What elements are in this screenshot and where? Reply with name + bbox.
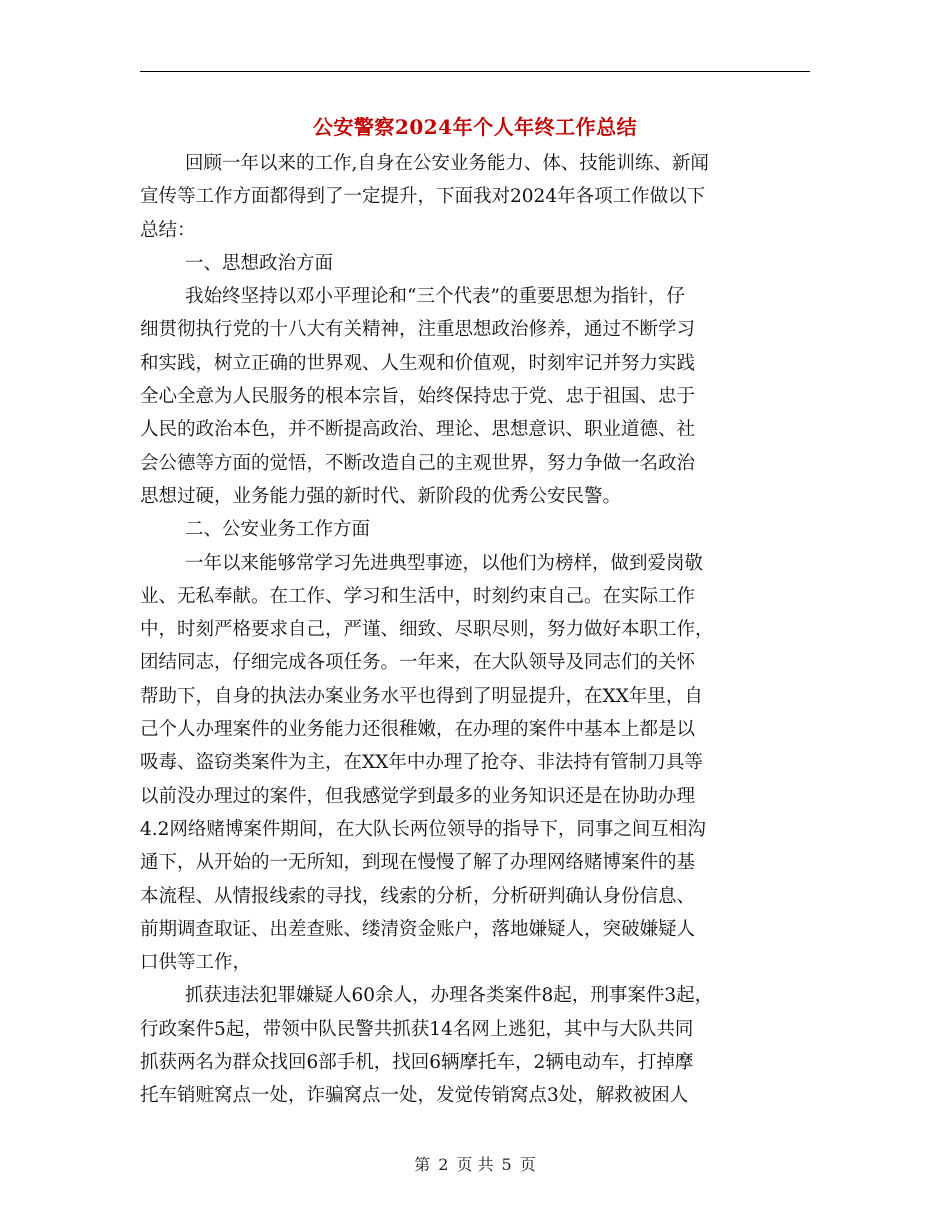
footer-suffix: 页 bbox=[519, 1155, 536, 1174]
text-line: 回顾一年以来的工作,自身在公安业务能力、体、技能训练、新闻 bbox=[185, 153, 709, 174]
text-line: 本流程、从情报线索的寻找，线索的分析，分析研判确认身份信息、 bbox=[140, 885, 696, 907]
text-line: 会公德等方面的觉悟，不断改造自己的主观世界，努力争做一名政治 bbox=[140, 452, 696, 474]
text-line: 抓获两名为群众找回6部手机，找回6辆摩托车，2辆电动车，打掉摩 bbox=[140, 1052, 694, 1074]
text-line: 4.2网络赌博案件期间，在大队长两位领导的指导下，同事之间互相沟 bbox=[140, 818, 706, 840]
document-body bbox=[140, 147, 810, 1113]
text-line: 和实践，树立正确的世界观、人生观和价值观，时刻牢记并努力实践 bbox=[140, 352, 696, 374]
text-line: 全心全意为人民服务的根本宗旨，始终保持忠于党、忠于祖国、忠于 bbox=[140, 386, 696, 408]
text-line: 己个人办理案件的业务能力还很稚嫩，在办理的案件中基本上都是以 bbox=[140, 719, 696, 741]
text-line: 一年以来能够常学习先进典型事迹，以他们为榜样，做到爱岗敬 bbox=[185, 552, 704, 574]
header-rule bbox=[140, 71, 810, 72]
text-line: 总结： bbox=[140, 219, 196, 241]
text-line: 业、无私奉献。在工作、学习和生活中，时刻约束自己。在实际工作 bbox=[140, 585, 696, 607]
text-line: 宣传等工作方面都得到了一定提升，下面我对2024年各项工作做以下 bbox=[140, 186, 706, 208]
text-line: 中，时刻严格要求自己，严谨、细致、尽职尽则，努力做好本职工作， bbox=[140, 619, 714, 641]
text-line: 抓获违法犯罪嫌疑人60余人，办理各类案件8起，刑事案件3起， bbox=[185, 985, 714, 1007]
text-line: 以前没办理过的案件，但我感觉学到最多的业务知识还是在协助办理 bbox=[140, 785, 696, 807]
document-title: 公安警察2024年个人年终工作总结 bbox=[312, 115, 638, 139]
text-line: 托车销赃窝点一处，诈骗窝点一处，发觉传销窝点3处，解救被困人 bbox=[140, 1085, 689, 1107]
footer-page-number: 2 bbox=[438, 1155, 449, 1174]
text-line: 人民的政治本色，并不断提高政治、理论、思想意识、职业道德、社 bbox=[140, 419, 696, 441]
text-line: 我始终坚持以邓小平理论和“三个代表”的重要思想为指针，仔 bbox=[185, 286, 685, 308]
text-line: 思想过硬，业务能力强的新时代、新阶段的优秀公安民警。 bbox=[140, 485, 622, 507]
footer-total-pages: 5 bbox=[501, 1155, 512, 1174]
text-line: 细贯彻执行党的十八大有关精神，注重思想政治修养，通过不断学习 bbox=[140, 319, 696, 341]
text-line: 帮助下，自身的执法办案业务水平也得到了明显提升，在XX年里，自 bbox=[140, 685, 703, 707]
text-line: 吸毒、盗窃类案件为主，在XX年中办理了抢夺、非法持有管制刀具等 bbox=[140, 752, 703, 774]
text-line: 二、公安业务工作方面 bbox=[185, 519, 371, 541]
text-line: 团结同志，仔细完成各项任务。一年来，在大队领导及同志们的关怀 bbox=[140, 652, 696, 674]
text-line: 通下，从开始的一无所知，到现在慢慢了解了办理网络赌博案件的基 bbox=[140, 852, 696, 874]
text-line: 行政案件5起，带领中队民警共抓获14名网上逃犯，其中与大队共同 bbox=[140, 1018, 694, 1040]
text-line: 口供等工作， bbox=[140, 952, 252, 974]
text-line: 前期调查取证、出差查账、缕清资金账户，落地嫌疑人，突破嫌疑人 bbox=[140, 918, 696, 940]
footer-prefix: 第 bbox=[414, 1155, 431, 1174]
page-footer bbox=[0, 1153, 950, 1177]
footer-middle: 页 共 bbox=[456, 1155, 494, 1174]
text-line: 一、思想政治方面 bbox=[185, 252, 334, 274]
